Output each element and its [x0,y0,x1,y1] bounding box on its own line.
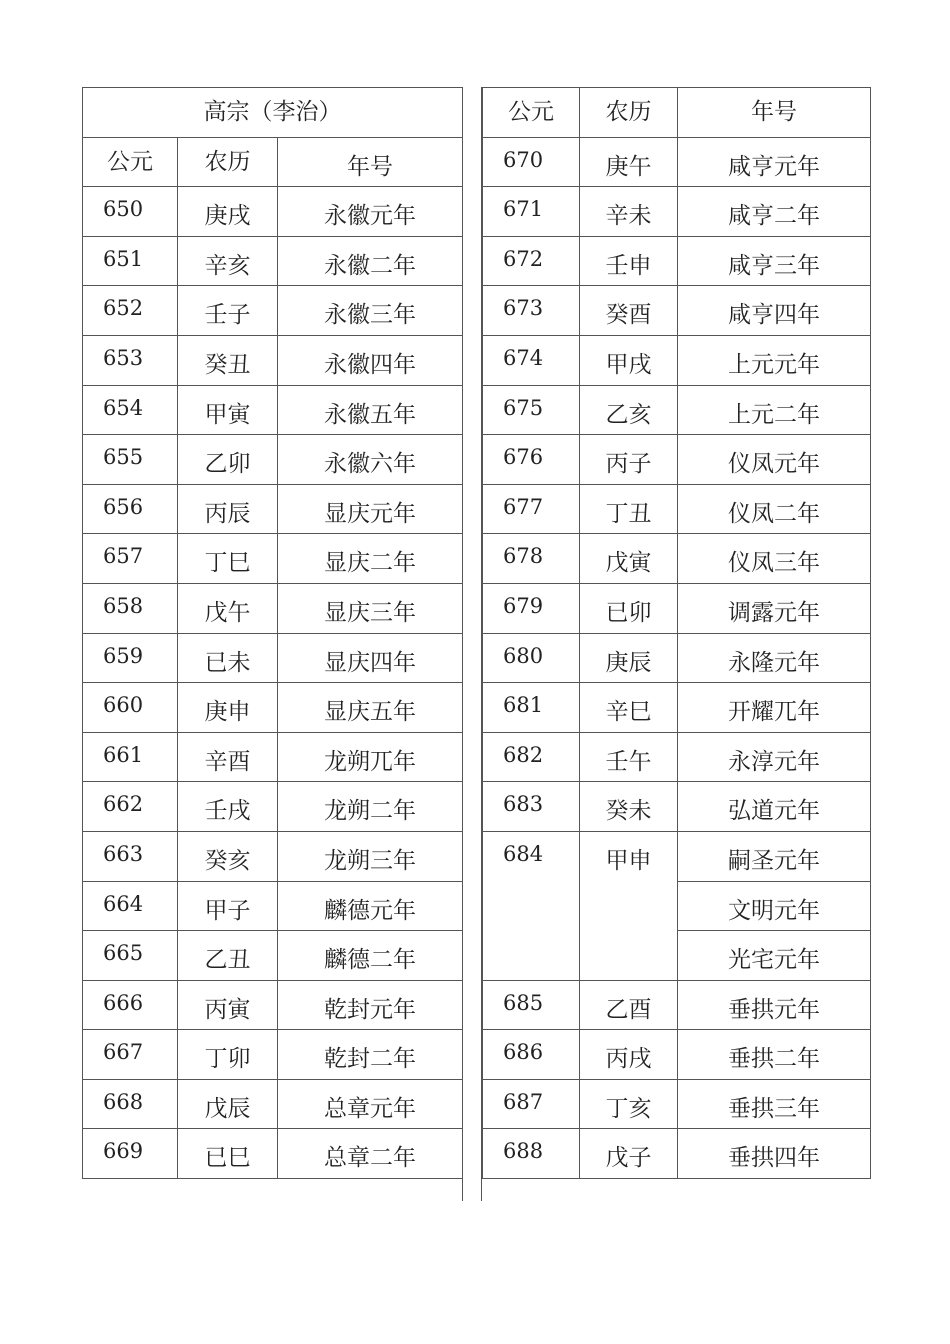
table-row [83,633,463,683]
table-row [83,881,463,931]
era-name: 显庆三年 [278,583,463,633]
table-row [483,484,871,534]
table-row [83,435,463,485]
table-row [83,484,463,534]
lunar-year: 辛巳 [580,683,678,733]
era-name: 永徽三年 [278,286,463,336]
lunar-year: 乙酉 [580,980,678,1030]
gregorian-year: 664 [83,881,178,931]
table-row [83,534,463,584]
era-name: 咸亨三年 [678,236,871,286]
table-row [83,831,463,881]
gregorian-year: 685 [483,980,580,1030]
lunar-year: 庚戌 [178,187,278,237]
header-gregorian: 公元 [483,88,580,138]
table-row [83,1079,463,1129]
table-row [483,583,871,633]
table-row [83,931,463,981]
era-name: 垂拱三年 [678,1079,871,1129]
gregorian-year: 668 [83,1079,178,1129]
era-name: 开耀兀年 [678,683,871,733]
era-name: 永淳元年 [678,732,871,782]
gregorian-year: 674 [483,335,580,385]
era-name: 龙朔三年 [278,831,463,881]
header-lunar: 农历 [178,137,278,187]
era-name: 总章元年 [278,1079,463,1129]
lunar-year: 甲寅 [178,385,278,435]
era-name: 龙朔兀年 [278,732,463,782]
lunar-year: 已卯 [580,583,678,633]
lunar-year: 丙戌 [580,1030,678,1080]
era-name: 光宅元年 [678,931,871,981]
table-row [483,137,871,187]
gregorian-year: 661 [83,732,178,782]
lunar-year: 丁丑 [580,484,678,534]
gregorian-year: 654 [83,385,178,435]
header-row [83,137,463,187]
table-row [483,534,871,584]
era-name: 垂拱二年 [678,1030,871,1080]
lunar-year: 癸亥 [178,831,278,881]
era-name: 仪凤二年 [678,484,871,534]
era-name: 麟德二年 [278,931,463,981]
lunar-year: 辛亥 [178,236,278,286]
table-row [83,385,463,435]
lunar-year: 戊寅 [580,534,678,584]
lunar-year: 丁亥 [580,1079,678,1129]
lunar-year: 丁巳 [178,534,278,584]
lunar-year: 丙子 [580,435,678,485]
era-name: 显庆四年 [278,633,463,683]
gregorian-year: 651 [83,236,178,286]
era-name: 咸亨元年 [678,137,871,187]
lunar-year: 已巳 [178,1129,278,1179]
gregorian-year: 680 [483,633,580,683]
header-era: 年号 [678,88,871,138]
era-name: 仪凤三年 [678,534,871,584]
table-row [483,683,871,733]
table-row [483,782,871,832]
gregorian-year: 670 [483,137,580,187]
gregorian-year: 681 [483,683,580,733]
table-row [483,831,871,881]
table-row [83,583,463,633]
gregorian-year: 653 [83,335,178,385]
lunar-year: 庚申 [178,683,278,733]
lunar-year: 壬戌 [178,782,278,832]
gregorian-year: 683 [483,782,580,832]
gregorian-year: 652 [83,286,178,336]
table-row [83,782,463,832]
table-row [83,187,463,237]
header-row [483,88,871,138]
gregorian-year: 659 [83,633,178,683]
gregorian-year: 660 [83,683,178,733]
table-row [483,385,871,435]
table-row [483,1030,871,1080]
lunar-year: 丙寅 [178,980,278,1030]
table-row [83,732,463,782]
lunar-year: 甲子 [178,881,278,931]
era-name: 永徽元年 [278,187,463,237]
lunar-year: 乙丑 [178,931,278,981]
table-row [483,1079,871,1129]
lunar-year: 丁卯 [178,1030,278,1080]
lunar-year: 庚辰 [580,633,678,683]
era-name: 咸亨四年 [678,286,871,336]
table-row [483,980,871,1030]
gregorian-year: 678 [483,534,580,584]
gregorian-year: 656 [83,484,178,534]
era-name: 调露元年 [678,583,871,633]
table-row [483,187,871,237]
gregorian-year: 663 [83,831,178,881]
gregorian-year: 666 [83,980,178,1030]
lunar-year: 壬申 [580,236,678,286]
gregorian-year: 650 [83,187,178,237]
table-row [83,683,463,733]
gregorian-year: 687 [483,1079,580,1129]
table-row [83,1030,463,1080]
header-gregorian: 公元 [83,137,178,187]
lunar-year: 戊辰 [178,1079,278,1129]
era-name: 永徽四年 [278,335,463,385]
lunar-year: 丙辰 [178,484,278,534]
era-name: 上元二年 [678,385,871,435]
era-name: 永徽二年 [278,236,463,286]
gregorian-year: 657 [83,534,178,584]
lunar-year: 辛未 [580,187,678,237]
era-name: 永徽六年 [278,435,463,485]
gregorian-year: 667 [83,1030,178,1080]
lunar-year: 戊午 [178,583,278,633]
era-name: 麟德元年 [278,881,463,931]
era-name: 弘道元年 [678,782,871,832]
gregorian-year: 665 [83,931,178,981]
lunar-year: 庚午 [580,137,678,187]
title-row [83,88,463,138]
table-row [483,732,871,782]
gregorian-year: 684 [483,831,580,980]
era-name: 显庆五年 [278,683,463,733]
gregorian-year: 662 [83,782,178,832]
lunar-year: 戊子 [580,1129,678,1179]
right-year-table [482,87,871,1179]
gregorian-year: 688 [483,1129,580,1179]
table-row [483,1129,871,1179]
era-name: 仪凤元年 [678,435,871,485]
gregorian-year: 682 [483,732,580,782]
era-name: 咸亨二年 [678,187,871,237]
gregorian-year: 658 [83,583,178,633]
lunar-year: 癸酉 [580,286,678,336]
gregorian-year: 673 [483,286,580,336]
lunar-year: 已未 [178,633,278,683]
era-name: 乾封元年 [278,980,463,1030]
header-lunar: 农历 [580,88,678,138]
table-row [483,286,871,336]
lunar-year: 甲戌 [580,335,678,385]
table-row [83,286,463,336]
table-row [483,435,871,485]
gregorian-year: 675 [483,385,580,435]
era-name: 上元元年 [678,335,871,385]
era-name: 乾封二年 [278,1030,463,1080]
gregorian-year: 655 [83,435,178,485]
era-name: 垂拱元年 [678,980,871,1030]
table-row [83,335,463,385]
table-row [483,633,871,683]
gregorian-year: 676 [483,435,580,485]
table-row [483,335,871,385]
gregorian-year: 677 [483,484,580,534]
gregorian-year: 679 [483,583,580,633]
table-row [483,236,871,286]
table-row [83,236,463,286]
emperor-title: 高宗（李治） [83,88,463,138]
era-name: 永徽五年 [278,385,463,435]
gregorian-year: 669 [83,1129,178,1179]
era-name: 显庆二年 [278,534,463,584]
era-name: 总章二年 [278,1129,463,1179]
table-row [83,980,463,1030]
era-name: 嗣圣元年 [678,831,871,881]
era-name: 显庆元年 [278,484,463,534]
gregorian-year: 672 [483,236,580,286]
era-name: 龙朔二年 [278,782,463,832]
header-era: 年号 [278,137,463,187]
lunar-year: 壬子 [178,286,278,336]
lunar-year: 乙卯 [178,435,278,485]
era-name: 永隆元年 [678,633,871,683]
lunar-year: 甲申 [580,831,678,980]
lunar-year: 癸丑 [178,335,278,385]
column-gap [462,87,482,1201]
table-row [83,1129,463,1179]
gregorian-year: 686 [483,1030,580,1080]
gregorian-year: 671 [483,187,580,237]
lunar-year: 辛酉 [178,732,278,782]
lunar-year: 乙亥 [580,385,678,435]
era-name: 垂拱四年 [678,1129,871,1179]
era-name: 文明元年 [678,881,871,931]
left-year-table [82,87,463,1179]
lunar-year: 癸未 [580,782,678,832]
lunar-year: 壬午 [580,732,678,782]
